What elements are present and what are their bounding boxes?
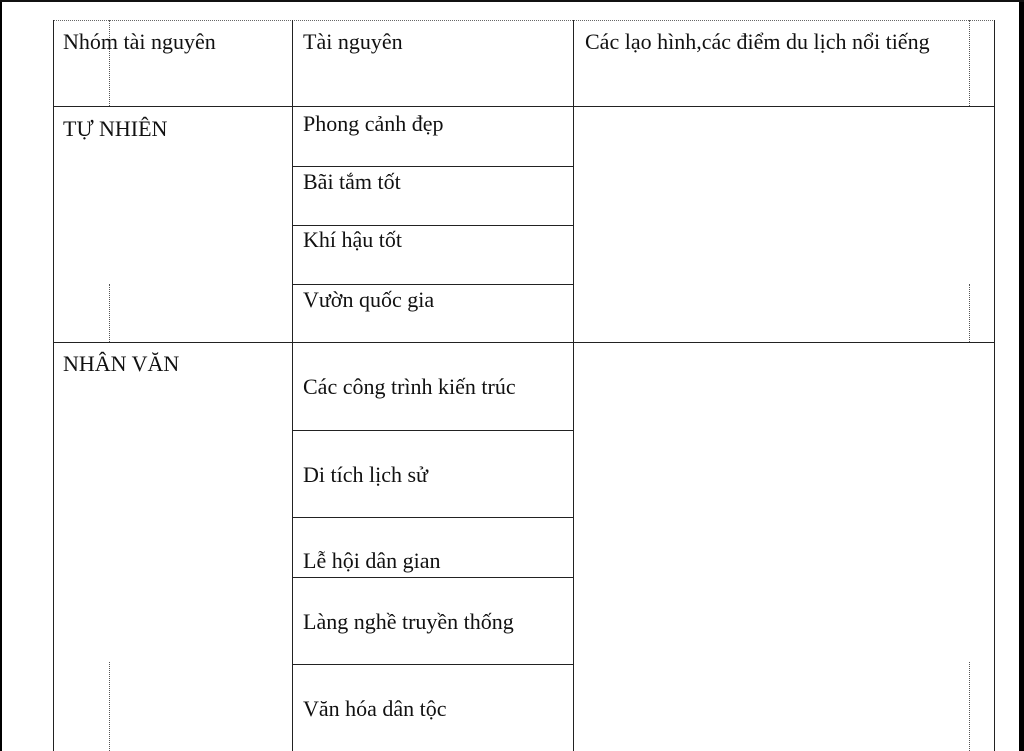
header-resource: Tài nguyên <box>303 29 403 54</box>
resource-cell: Bãi tắm tốt <box>303 169 401 194</box>
table-border-left <box>53 20 54 751</box>
margin-guide-right-bottom <box>969 662 970 751</box>
margin-guide-top <box>53 20 995 21</box>
column-divider-2 <box>573 20 574 751</box>
resource-cell: Di tích lịch sử <box>303 462 428 487</box>
margin-guide-right-top <box>969 20 970 106</box>
column-divider-1 <box>292 20 293 751</box>
row-divider <box>292 166 574 167</box>
row-divider <box>292 664 574 665</box>
row-divider <box>292 225 574 226</box>
row-divider <box>292 577 574 578</box>
resource-cell: Làng nghề truyền thống <box>303 609 514 634</box>
group-divider <box>53 342 995 343</box>
table-border-right <box>994 20 995 751</box>
resource-cell: Phong cảnh đẹp <box>303 111 444 136</box>
group-name-cultural: NHÂN VĂN <box>63 351 180 376</box>
margin-guide-right-mid <box>969 284 970 342</box>
margin-guide-left-mid <box>109 284 110 342</box>
resource-cell: Khí hậu tốt <box>303 227 402 252</box>
header-destinations: Các lạo hình,các điểm du lịch nổi tiếng <box>585 29 930 54</box>
header-bottom-border <box>53 106 995 107</box>
row-divider <box>292 284 574 285</box>
resource-cell: Văn hóa dân tộc <box>303 696 447 721</box>
row-divider <box>292 430 574 431</box>
group-name-natural: TỰ NHIÊN <box>63 116 168 141</box>
resource-cell: Lễ hội dân gian <box>303 548 441 573</box>
resource-cell: Các công trình kiến trúc <box>303 374 516 399</box>
resource-cell: Vườn quốc gia <box>303 287 435 312</box>
header-resource-group: Nhóm tài nguyên <box>63 29 216 54</box>
margin-guide-left-bottom <box>109 662 110 751</box>
row-divider <box>292 517 574 518</box>
